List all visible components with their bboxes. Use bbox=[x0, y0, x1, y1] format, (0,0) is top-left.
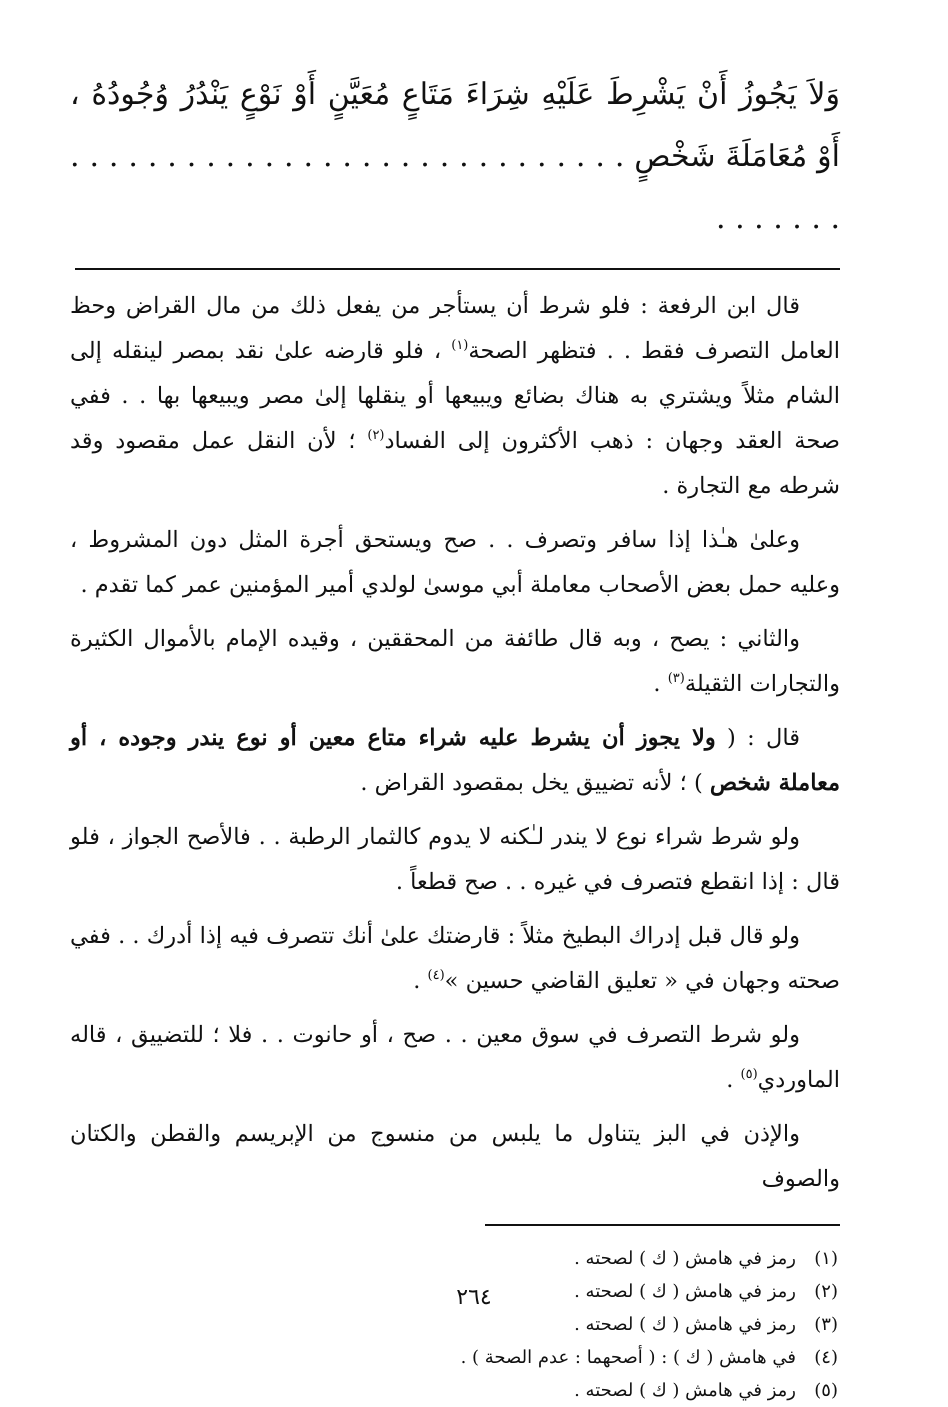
footnote bbox=[70, 1374, 838, 1407]
footnotes bbox=[70, 1242, 840, 1407]
matn-text: وَلاَ يَجُوزُ أَنْ يَشْرِطَ عَلَيْهِ شِرَاءَ مَتَاعٍ مُعَيَّنٍ أَوْ نَوْعٍ يَنْدُرُ وُجُودُهُ ، أَوْ مُعَامَلَةَ شَخْصٍ . . . . . . . . . . . . . . . . . . . . . . . . . . . . . . . . . . . . bbox=[70, 77, 840, 236]
paragraph-text: . bbox=[653, 671, 668, 697]
paragraph-text: قال ابن الرفعة : فلو شرط أن يستأجر من يفعل ذلك من مال القراض وحظ العامل التصرف فقط . . فتظهر الصحة bbox=[70, 293, 840, 364]
footnote-ref-2[interactable]: (٢) bbox=[367, 428, 385, 443]
paragraph-text: . bbox=[413, 968, 428, 994]
footnote-ref-3[interactable]: (٣) bbox=[667, 671, 685, 686]
footnote-text: في هامش ( ك ) : ( أصحهما : عدم الصحة ) . bbox=[460, 1347, 796, 1368]
footnote bbox=[70, 1341, 838, 1374]
quoted-matn: ولا يجوز أن يشرط عليه شراء متاع معين أو نوع يندر وجوده ، أو معاملة شخص bbox=[70, 725, 840, 796]
paragraph-7 bbox=[70, 1013, 840, 1103]
footnote-text: رمز في هامش ( ك ) لصحته . bbox=[574, 1380, 796, 1401]
footnote-number: (٤) bbox=[814, 1347, 838, 1368]
paragraph-6 bbox=[70, 914, 840, 1004]
footnote-separator bbox=[485, 1224, 840, 1226]
footnote-text: رمز في هامش ( ك ) لصحته . bbox=[574, 1281, 796, 1302]
paragraph-text: . bbox=[726, 1067, 741, 1093]
paragraph-5: ولو شرط شراء نوع لا يندر لـٰكنه لا يدوم كالثمار الرطبة . . فالأصح الجواز ، فلو قال : إذا انقطع فتصرف في غيره . . صح قطعاً . bbox=[70, 824, 840, 895]
footnote-number: (٣) bbox=[814, 1314, 838, 1335]
paragraph-text: ولو قال قبل إدراك البطيخ مثلاً : قارضتك علىٰ أنك تتصرف فيه إذا أدرك . . ففي صحته وجهان في « تعليق القاضي حسين » bbox=[70, 923, 840, 994]
paragraph-1 bbox=[70, 284, 840, 509]
paragraph-4 bbox=[70, 716, 840, 806]
paragraph-3 bbox=[70, 617, 840, 707]
commentary bbox=[70, 284, 840, 1202]
paragraph-text: ؛ لأن النقل عمل مقصود وقد شرطه مع التجارة . bbox=[70, 428, 840, 499]
paragraph-text: قال : ( bbox=[715, 725, 800, 751]
paragraph-text: ) ؛ لأنه تضييق يخل بمقصود القراض . bbox=[360, 770, 710, 796]
paragraph-8: والإذن في البز يتناول ما يلبس من منسوج من الإبريسم والقطن والكتان والصوف bbox=[70, 1121, 840, 1192]
paragraph-text: ولو شرط التصرف في سوق معين . . صح ، أو حانوت . . فلا ؛ للتضييق ، قاله الماوردي bbox=[70, 1022, 840, 1093]
paragraph-2: وعلىٰ هـٰذا إذا سافر وتصرف . . صح ويستحق أجرة المثل دون المشروط ، وعليه حمل بعض الأصحاب معاملة أبي موسىٰ لولدي أمير المؤمنين عمر كما تقدم . bbox=[70, 527, 840, 598]
footnote-ref-5[interactable]: (٥) bbox=[740, 1067, 758, 1082]
page-number: ٢٦٤ bbox=[456, 1285, 492, 1310]
footnote-text: رمز في هامش ( ك ) لصحته . bbox=[574, 1314, 796, 1335]
book-page bbox=[70, 60, 840, 1401]
footnote bbox=[70, 1242, 838, 1275]
paragraph-text: ، فلو قارضه علىٰ نقد بمصر لينقله إلى الشام مثلاً ويشتري به هناك بضائع ويبيعها أو ينقلها إلىٰ مصر ويبيعها بها . . ففي صحة العقد وجهان : ذهب الأكثرون إلى الفساد bbox=[70, 338, 840, 454]
footnote-number: (٥) bbox=[814, 1380, 838, 1401]
footnote-ref-1[interactable]: (١) bbox=[451, 338, 469, 353]
footnote-number: (١) bbox=[814, 1248, 838, 1269]
paragraph-text: والثاني : يصح ، وبه قال طائفة من المحققين ، وقيده الإمام بالأموال الكثيرة والتجارات الثقيلة bbox=[70, 626, 840, 697]
footnote-number: (٢) bbox=[814, 1281, 838, 1302]
footnote bbox=[70, 1308, 838, 1341]
matn-separator bbox=[75, 268, 840, 270]
footnote-ref-4[interactable]: (٤) bbox=[427, 968, 445, 983]
footnote-text: رمز في هامش ( ك ) لصحته . bbox=[574, 1248, 796, 1269]
